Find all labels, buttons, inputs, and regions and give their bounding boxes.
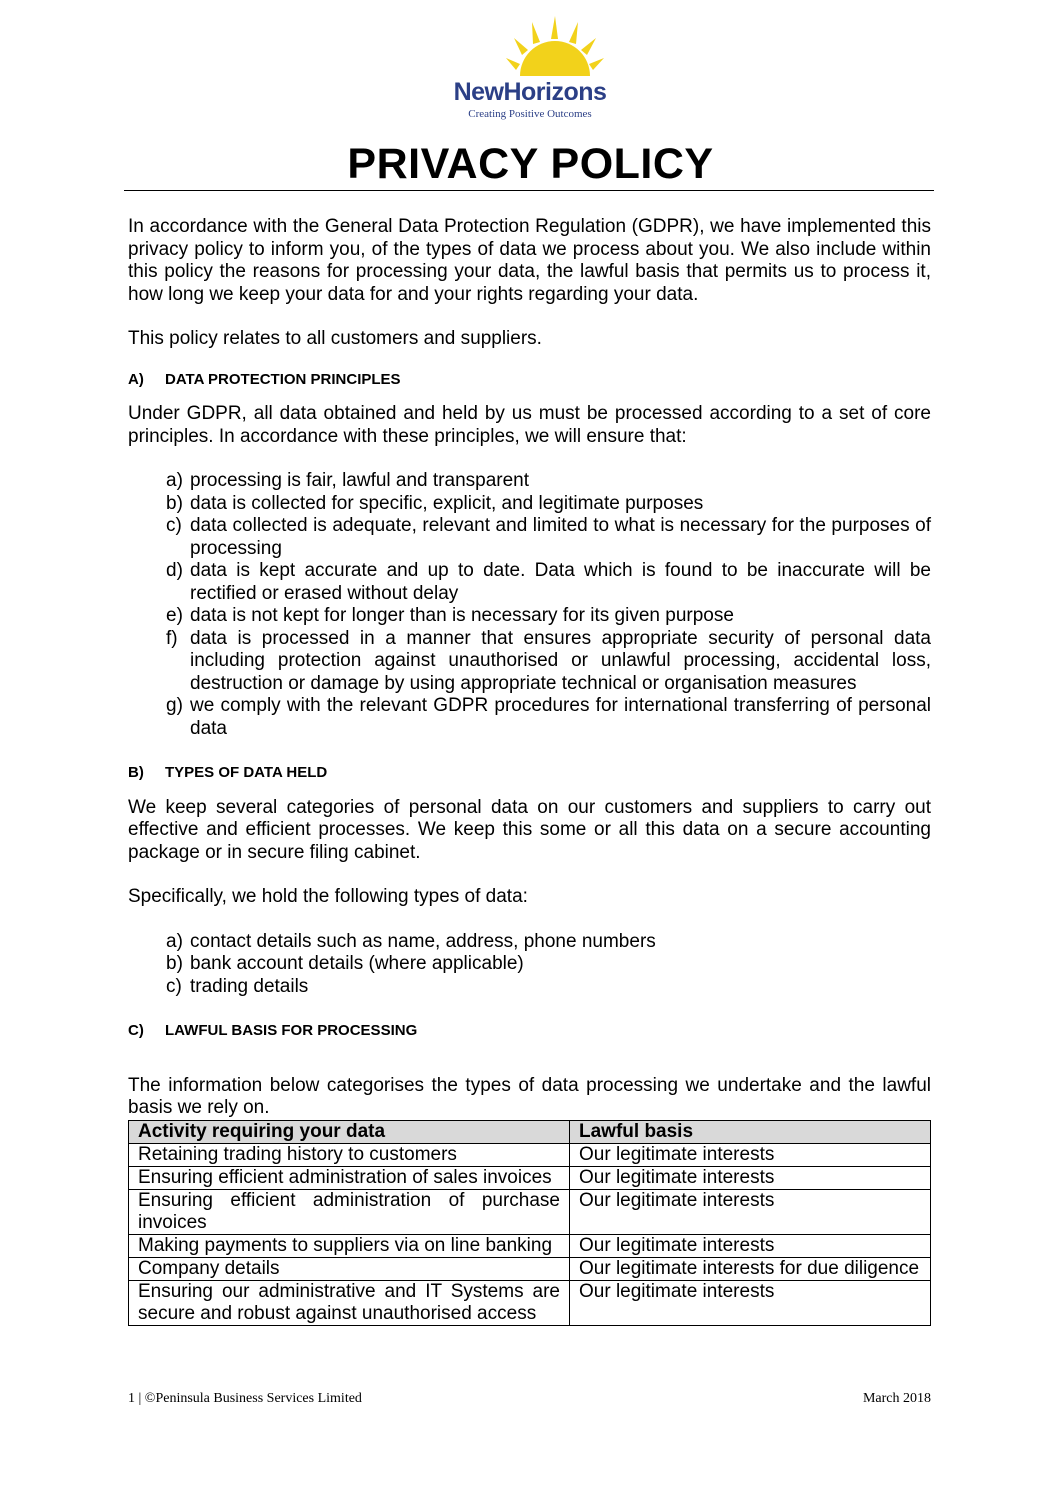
item-letter: c) bbox=[166, 515, 182, 536]
section-c-heading bbox=[128, 1020, 931, 1043]
page-title: PRIVACY POLICY bbox=[347, 140, 714, 188]
item-text: data collected is adequate, relevant and limited to what is necessary for the purposes of processing bbox=[190, 515, 931, 559]
list-item bbox=[166, 560, 931, 605]
item-letter: f) bbox=[166, 627, 178, 649]
list-item bbox=[166, 931, 931, 954]
activity-cell: Ensuring our administrative and IT Systems are secure and robust against unauthorised access bbox=[129, 1280, 570, 1325]
item-text: data is collected for specific, explicit, and legitimate purposes bbox=[190, 492, 704, 514]
intro-paragraph: In accordance with the General Data Protection Regulation (GDPR), we have implemented this privacy policy to inform you, of the types of data we process about you. We also include within this policy the reasons for processing your data, the lawful basis that permits us to process it, how long we keep your data for and your rights regarding your data. bbox=[128, 216, 931, 305]
activity-cell: Company details bbox=[129, 1257, 570, 1280]
item-letter: b) bbox=[166, 953, 183, 974]
item-text: data is processed in a manner that ensures appropriate security of personal data including protection against unauthorised or unlawful processing, accidental loss, destruction or damage by using appropriate technical or organisation measures bbox=[190, 627, 931, 694]
table-header-row bbox=[129, 1120, 931, 1143]
basis-cell: Our legitimate interests bbox=[570, 1234, 931, 1257]
list-item bbox=[166, 493, 931, 516]
company-logo bbox=[430, 14, 630, 120]
footer-date: March 2018 bbox=[862, 1391, 931, 1406]
table-row bbox=[129, 1189, 931, 1234]
title-underline bbox=[124, 190, 934, 191]
list-item bbox=[166, 628, 931, 696]
section-b-lead: Specifically, we hold the following types of data: bbox=[128, 886, 528, 907]
activity-cell: Retaining trading history to customers bbox=[129, 1143, 570, 1166]
logo-wordmark: NewHorizons bbox=[453, 78, 607, 106]
list-item bbox=[166, 470, 931, 493]
activity-cell: Ensuring efficient administration of purchase invoices bbox=[129, 1189, 570, 1234]
basis-cell: Our legitimate interests for due diligence bbox=[570, 1257, 931, 1280]
table-row bbox=[129, 1234, 931, 1257]
logo-tagline: Creating Positive Outcomes bbox=[468, 108, 592, 120]
basis-cell: Our legitimate interests bbox=[570, 1280, 931, 1325]
list-item bbox=[166, 515, 931, 560]
table-row bbox=[129, 1166, 931, 1189]
item-text: data is not kept for longer than is necessary for its given purpose bbox=[190, 605, 734, 626]
basis-cell: Our legitimate interests bbox=[570, 1189, 931, 1234]
table-row bbox=[129, 1143, 931, 1166]
section-b-intro: We keep several categories of personal data on our customers and suppliers to carry out effective and efficient processes. We keep this some or all this data on a secure accounting package or in secure filing cabinet. bbox=[128, 796, 931, 863]
item-letter: a) bbox=[166, 470, 183, 491]
list-item bbox=[166, 953, 931, 976]
section-letter: A) bbox=[128, 370, 144, 388]
table-row bbox=[129, 1257, 931, 1280]
item-letter: a) bbox=[166, 930, 183, 952]
column-header-activity: Activity requiring your data bbox=[129, 1120, 570, 1143]
item-text: contact details such as name, address, phone numbers bbox=[190, 930, 656, 952]
data-types-list bbox=[128, 931, 931, 999]
list-item bbox=[166, 976, 931, 999]
activity-cell: Making payments to suppliers via on line banking bbox=[129, 1234, 570, 1257]
item-letter: e) bbox=[166, 605, 183, 626]
item-text: we comply with the relevant GDPR procedures for international transferring of personal data bbox=[190, 695, 931, 739]
section-a-intro: Under GDPR, all data obtained and held by us must be processed according to a set of core principles. In accordance with these principles, we will ensure that: bbox=[128, 403, 931, 447]
section-b-heading bbox=[128, 762, 931, 785]
section-letter: C) bbox=[128, 1022, 144, 1039]
policy-body bbox=[128, 216, 931, 1326]
item-text: data is kept accurate and up to date. Data which is found to be inaccurate will be rectified or erased without delay bbox=[190, 560, 931, 604]
footer-copyright: 1 | ©Peninsula Business Services Limited bbox=[128, 1391, 362, 1406]
section-c-intro: The information below categorises the types of data processing we undertake and the lawful basis we rely on. bbox=[128, 1074, 931, 1118]
column-header-basis: Lawful basis bbox=[570, 1120, 931, 1143]
item-letter: c) bbox=[166, 975, 182, 997]
item-letter: b) bbox=[166, 492, 183, 514]
basis-cell: Our legitimate interests bbox=[570, 1143, 931, 1166]
section-title: DATA PROTECTION PRINCIPLES bbox=[165, 370, 401, 388]
item-letter: d) bbox=[166, 560, 183, 581]
scope-paragraph: This policy relates to all customers and suppliers. bbox=[128, 328, 542, 349]
item-text: bank account details (where applicable) bbox=[190, 953, 524, 974]
list-item bbox=[166, 695, 931, 740]
lawful-basis-table bbox=[128, 1120, 931, 1326]
item-text: trading details bbox=[190, 975, 309, 997]
sun-icon bbox=[500, 14, 610, 84]
section-title: LAWFUL BASIS FOR PROCESSING bbox=[165, 1022, 418, 1039]
section-letter: B) bbox=[128, 764, 144, 781]
section-title: TYPES OF DATA HELD bbox=[165, 764, 328, 781]
list-item bbox=[166, 605, 931, 628]
basis-cell: Our legitimate interests bbox=[570, 1166, 931, 1189]
activity-cell: Ensuring efficient administration of sales invoices bbox=[129, 1166, 570, 1189]
page-footer bbox=[128, 1391, 931, 1411]
item-letter: g) bbox=[166, 695, 183, 716]
table-row bbox=[129, 1280, 931, 1325]
principles-list bbox=[128, 470, 931, 740]
item-text: processing is fair, lawful and transparent bbox=[190, 470, 530, 491]
section-a-heading bbox=[128, 369, 931, 392]
